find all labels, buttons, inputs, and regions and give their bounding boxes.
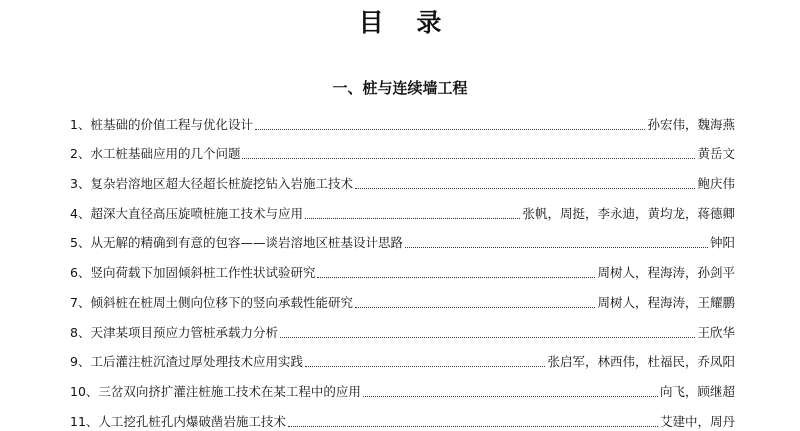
dot-leader — [305, 218, 521, 219]
dot-leader — [317, 277, 595, 278]
toc-entry-authors: 周树人，程海涛，王耀鹏 — [597, 294, 735, 310]
toc-entry[interactable] — [70, 134, 735, 164]
toc-entry-authors: 黄岳文 — [697, 146, 735, 162]
toc-entry-authors: 向飞，顾继超 — [659, 383, 735, 399]
toc-entry-authors: 鲍庆伟 — [697, 176, 735, 192]
toc-entry-authors: 钟阳 — [709, 235, 735, 251]
toc-entry-title: 10、三岔双向挤扩灌注桩施工技术在某工程中的应用 — [70, 383, 361, 399]
toc-entry[interactable] — [70, 252, 735, 282]
toc-entry[interactable] — [70, 312, 735, 342]
toc-entry[interactable] — [70, 342, 735, 372]
dot-leader — [255, 129, 646, 130]
toc-entry-title: 6、竖向荷载下加固倾斜桩工作性状试验研究 — [70, 265, 316, 281]
toc-entry-authors: 周树人，程海涛，孙剑平 — [597, 265, 735, 281]
toc-entry-title: 8、天津某项目预应力管桩承载力分析 — [70, 324, 278, 340]
toc-entry-title: 3、复杂岩溶地区超大径超长桩旋挖钻入岩施工技术 — [70, 176, 353, 192]
toc-entry-authors: 王欣华 — [697, 324, 735, 340]
dot-leader — [242, 158, 695, 159]
toc-entry-title: 4、超深大直径高压旋喷桩施工技术与应用 — [70, 205, 303, 221]
toc-entry-title: 5、从无解的精确到有意的包容——谈岩溶地区桩基设计思路 — [70, 235, 403, 251]
dot-leader — [355, 307, 596, 308]
page-title: 目 录 — [358, 8, 454, 37]
toc-entry-authors: 张启军，林西伟，杜福民，乔凤阳 — [547, 354, 735, 370]
toc-entry[interactable] — [70, 163, 735, 193]
toc-entry[interactable] — [70, 401, 735, 431]
dot-leader — [363, 396, 658, 397]
toc-entry-title: 9、工后灌注桩沉渣过厚处理技术应用实践 — [70, 354, 303, 370]
toc-entry[interactable] — [70, 282, 735, 312]
toc-entry[interactable] — [70, 371, 735, 401]
dot-leader — [280, 337, 696, 338]
section-heading: 一、桩与连续墙工程 — [332, 79, 468, 97]
toc-entry-title: 1、桩基础的价值工程与优化设计 — [70, 116, 253, 132]
toc-entry-title: 7、倾斜桩在桩周土侧向位移下的竖向承载性能研究 — [70, 294, 353, 310]
toc-entry-authors: 孙宏伟，魏海燕 — [647, 116, 735, 132]
dot-leader — [355, 188, 696, 189]
toc-entry-title: 2、水工桩基础应用的几个问题 — [70, 146, 241, 162]
toc-entry[interactable] — [70, 223, 735, 253]
toc-entry-title: 11、人工挖孔桩孔内爆破凿岩施工技术 — [70, 413, 286, 429]
toc-entry[interactable] — [70, 104, 735, 134]
toc-entry-authors: 艾建中，周丹 — [659, 413, 735, 429]
dot-leader — [405, 247, 708, 248]
toc-list — [70, 104, 735, 431]
toc-entry[interactable] — [70, 193, 735, 223]
toc-entry-authors: 张帆，周挺，李永迪，黄均龙，蒋德卿 — [522, 205, 735, 221]
dot-leader — [305, 366, 546, 367]
